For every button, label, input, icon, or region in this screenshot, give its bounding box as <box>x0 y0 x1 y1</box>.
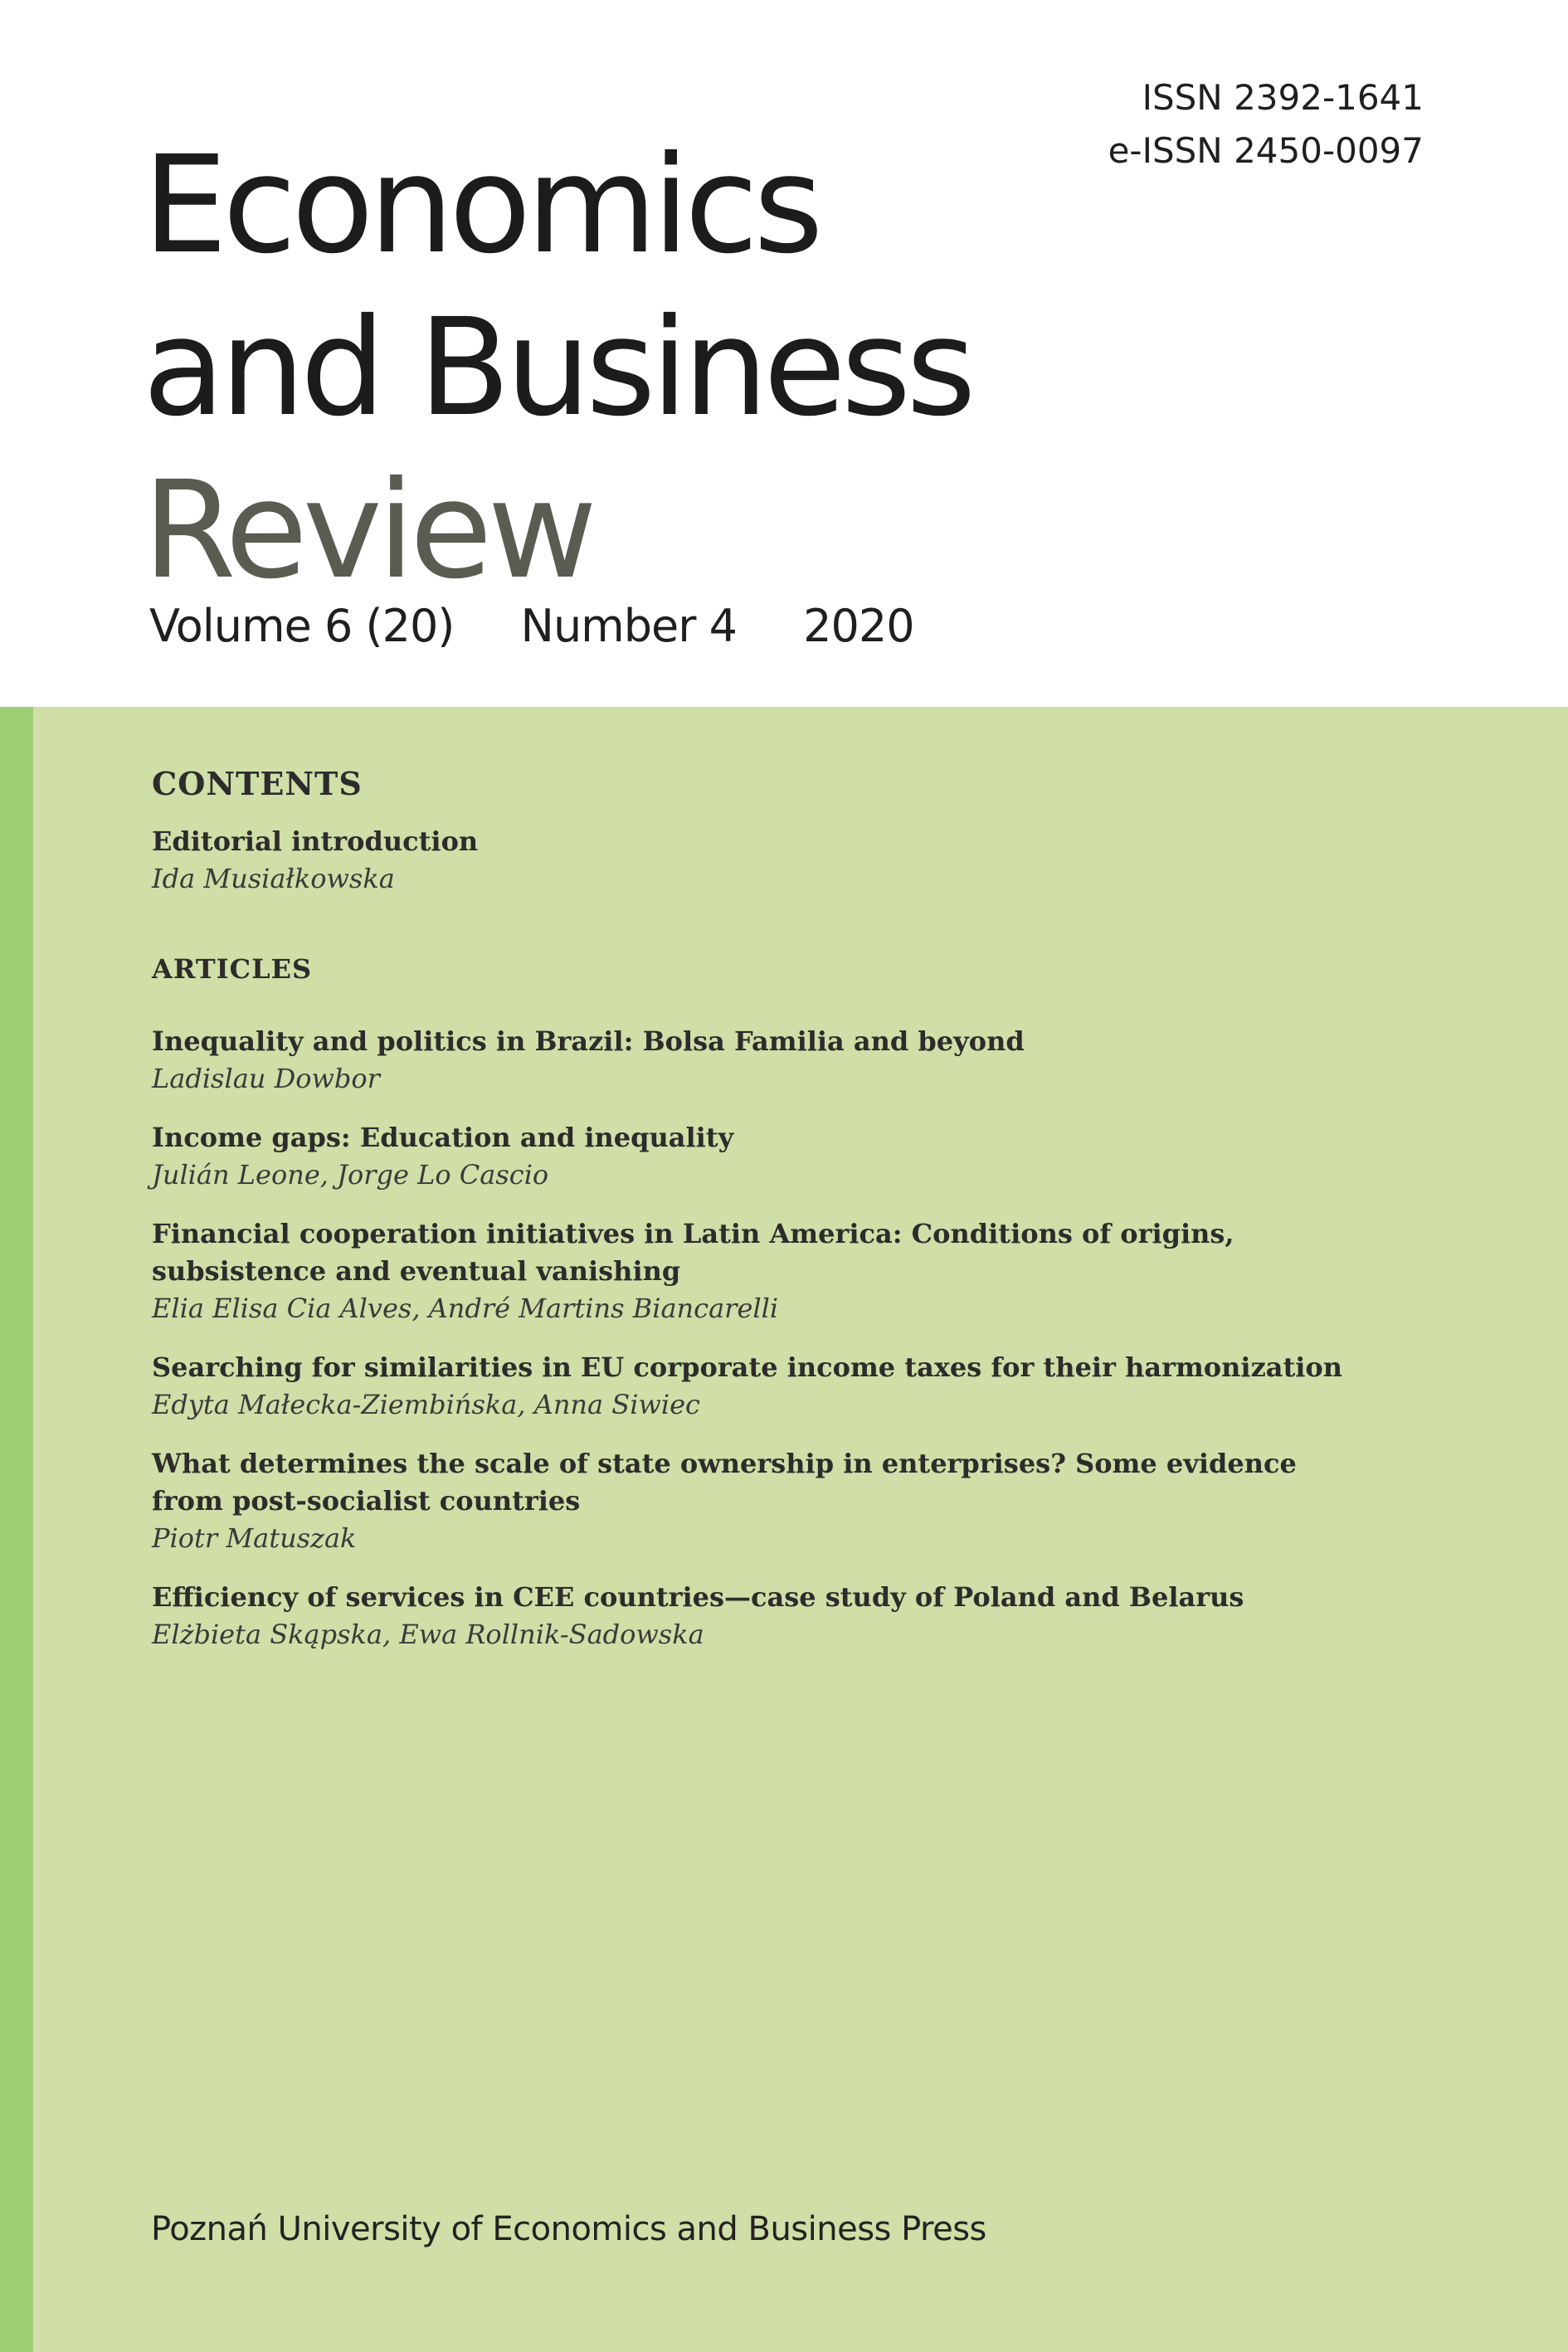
article-authors: Julián Leone, Jorge Lo Cascio <box>152 1159 549 1191</box>
issn-print: ISSN 2392-1641 <box>1142 77 1424 118</box>
article-title-continued: subsistence and eventual vanishing <box>152 1255 681 1287</box>
article-authors: Ladislau Dowbor <box>152 1063 380 1094</box>
article-title: Searching for similarities in EU corporate income taxes for their harmonization <box>152 1351 1343 1383</box>
contents-heading: CONTENTS <box>152 765 363 802</box>
editorial-entry <box>152 823 1429 897</box>
article-entry <box>152 1119 1429 1193</box>
article-authors: Edyta Małecka-Ziembińska, Anna Siwiec <box>152 1389 700 1420</box>
journal-title-line-3: Review <box>143 453 592 609</box>
issn-electronic: e-ISSN 2450-0097 <box>1108 130 1424 171</box>
article-title: Inequality and politics in Brazil: Bolsa Familia and beyond <box>152 1025 1025 1057</box>
articles-heading: ARTICLES <box>152 953 313 985</box>
issue-year: 2020 <box>803 600 914 652</box>
article-title: Financial cooperation initiatives in Latin America: Conditions of origins, <box>152 1218 1234 1249</box>
article-authors: Elia Elisa Cia Alves, André Martins Biancarelli <box>152 1293 779 1324</box>
journal-title <box>143 124 971 612</box>
issue-volume: Volume 6 (20) <box>149 600 455 652</box>
article-entry <box>152 1215 1429 1327</box>
publisher-name: Poznań University of Economics and Business Press <box>151 2210 986 2248</box>
article-title: Efficiency of services in CEE countries—case study of Poland and Belarus <box>152 1581 1244 1613</box>
article-entry <box>152 1023 1429 1097</box>
article-authors: Piotr Matuszak <box>152 1522 357 1554</box>
article-authors: Elżbieta Skąpska, Ewa Rollnik-Sadowska <box>152 1619 704 1650</box>
issn-block <box>1108 71 1424 178</box>
article-title: What determines the scale of state ownership in enterprises? Some evidence <box>152 1448 1297 1479</box>
article-entry <box>152 1579 1429 1653</box>
editorial-authors: Ida Musiałkowska <box>152 863 395 894</box>
editorial-title: Editorial introduction <box>152 825 479 857</box>
journal-title-line-1: Economics <box>143 128 819 284</box>
article-entry <box>152 1349 1429 1423</box>
article-entry <box>152 1445 1429 1556</box>
journal-title-line-2: and Business <box>143 290 971 446</box>
issue-number: Number 4 <box>520 600 737 652</box>
accent-stripe <box>0 707 33 2352</box>
article-title: Income gaps: Education and inequality <box>152 1122 734 1153</box>
article-title-continued: from post-socialist countries <box>152 1485 581 1517</box>
issue-info <box>149 597 914 655</box>
table-of-contents <box>152 760 1429 1653</box>
